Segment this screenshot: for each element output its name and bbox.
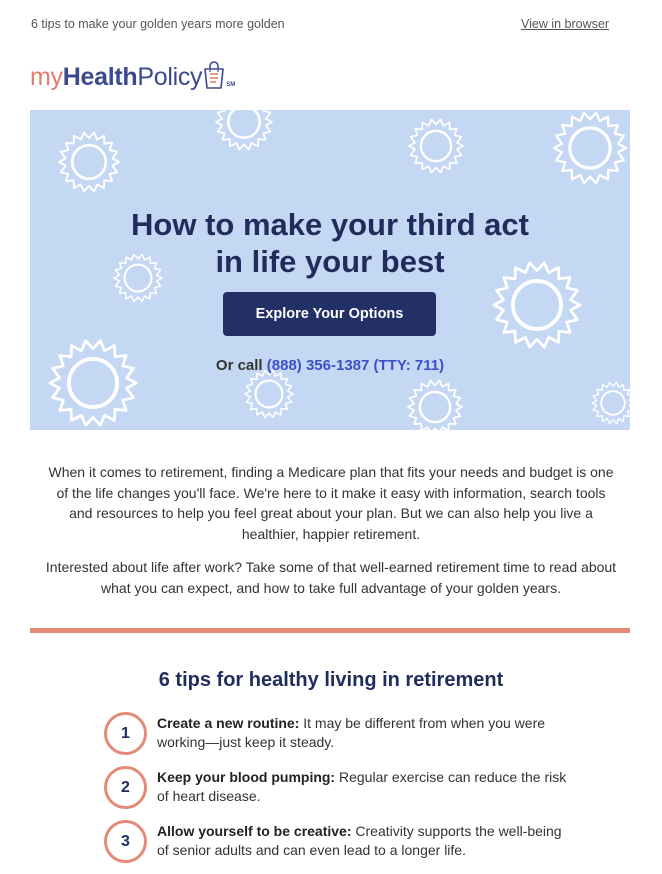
hero-title-line-2: in life your best	[215, 244, 445, 279]
tips-heading: 6 tips for healthy living in retirement	[158, 669, 504, 691]
sun-icon	[409, 120, 463, 173]
tip-lead: Create a new routine:	[157, 715, 300, 731]
hero-banner	[30, 110, 630, 430]
view-in-browser-link[interactable]: View in browser	[520, 17, 609, 31]
tip-body: Creativity supports the well-being of senior adults and can even lead to a longer life.	[157, 823, 562, 858]
sun-icon	[50, 341, 136, 425]
tip-text	[157, 822, 567, 859]
logo[interactable]	[30, 58, 235, 92]
sun-icon	[554, 113, 626, 184]
tip-body: It may be different from when you were working—just keep it steady.	[157, 715, 546, 750]
preheader-text: 6 tips to make your golden years more golden	[31, 17, 285, 31]
shopping-bag-icon	[203, 60, 225, 90]
hero-title	[30, 206, 630, 280]
tip-number-badge: 3	[104, 820, 147, 863]
sun-icon	[216, 110, 272, 149]
section-divider	[30, 628, 630, 633]
intro-paragraph-1: When it comes to retirement, finding a Medicare plan that fits your needs and budget is one of the life changes you'll face. We're here to it make it easy with information, search tools and resources to help you feel great about your plan. But we can also help you live a healthier, happier retirement.	[48, 464, 614, 542]
sun-icon	[592, 382, 630, 423]
tip-number-badge: 1	[104, 712, 147, 755]
tip-body: Regular exercise can reduce the risk of heart disease.	[157, 769, 567, 804]
tip-item-2	[104, 766, 574, 810]
sun-icon	[59, 133, 119, 192]
hero-title-line-1: How to make your third act	[131, 207, 529, 242]
sun-icon	[408, 381, 462, 430]
sun-icon	[245, 370, 293, 417]
logo-service-mark: SM	[226, 82, 236, 88]
phone-link[interactable]: (888) 356-1387 (TTY: 711)	[266, 357, 445, 374]
tip-lead: Keep your blood pumping:	[157, 769, 336, 785]
intro-paragraph-2: Interested about life after work? Take some of that well-earned retirement time to read about what you can expect, and how to take full advantage of your golden years.	[45, 559, 617, 596]
tip-item-3	[104, 820, 574, 864]
intro-text	[44, 462, 618, 598]
logo-my: my	[30, 63, 63, 91]
tip-lead: Allow yourself to be creative:	[157, 823, 352, 839]
tip-number-badge: 2	[104, 766, 147, 809]
call-prefix: Or call	[215, 357, 263, 374]
preheader	[31, 17, 611, 33]
logo-policy: Policy	[137, 63, 203, 91]
call-line	[30, 357, 630, 374]
tip-text	[157, 768, 567, 805]
explore-options-button[interactable]: Explore Your Options	[223, 292, 436, 336]
tip-item-1	[104, 712, 574, 756]
logo-health: Health	[62, 63, 138, 91]
tip-text	[157, 714, 567, 751]
